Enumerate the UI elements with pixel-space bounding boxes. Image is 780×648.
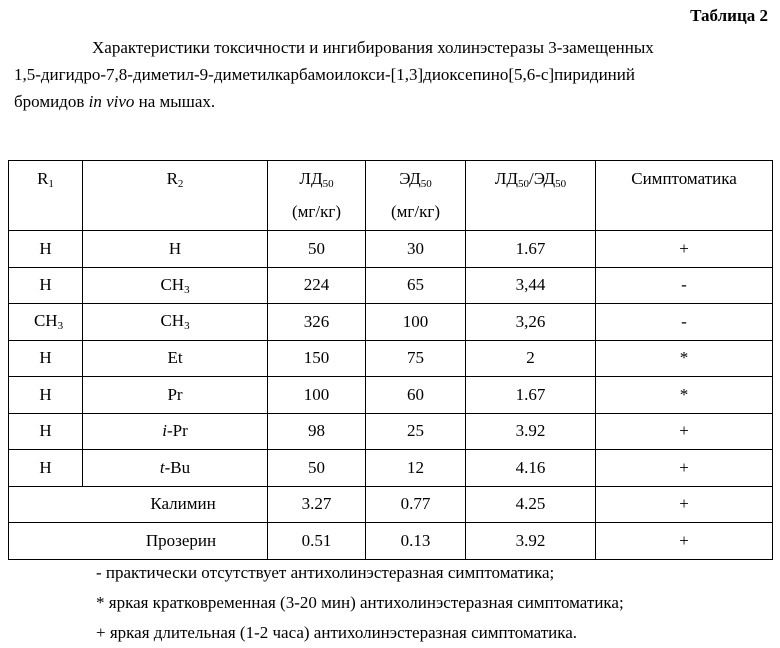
cell-ratio: 3.92 <box>466 413 596 450</box>
cell-ed50: 100 <box>366 304 466 341</box>
cell-ed50: 75 <box>366 340 466 377</box>
cell-ed50: 12 <box>366 450 466 487</box>
cell-r1: H <box>9 231 83 268</box>
cell-symptom: + <box>596 486 773 523</box>
footnote-minus: - практически отсутствует антихолинэстеразная симптоматика; <box>96 563 555 582</box>
cell-r1: H <box>9 450 83 487</box>
reference-row-kalimin <box>9 486 773 523</box>
table-footnotes <box>96 558 624 648</box>
cell-r1: H <box>9 267 83 304</box>
header-ld50: $ЛД_{50}$ (мг/кг) <box>268 161 366 231</box>
cell-ed50: 60 <box>366 377 466 414</box>
cell-ratio: 1.67 <box>466 377 596 414</box>
cell-ed50: 0.77 <box>366 486 466 523</box>
cell-ld50: 0.51 <box>268 523 366 560</box>
cell-r1: H <box>9 413 83 450</box>
cell-ld50: 100 <box>268 377 366 414</box>
table-row <box>9 267 773 304</box>
table-label: Таблица 2 <box>690 6 768 25</box>
cell-ld50: 224 <box>268 267 366 304</box>
cell-r1: $CH_3$ <box>9 304 83 341</box>
header-ed50: $ЭД_{50}$ (мг/кг) <box>366 161 466 231</box>
cell-r2: t-Bu <box>83 450 268 487</box>
footnote-asterisk: * яркая кратковременная (3-20 мин) антихолинэстеразная симптоматика; <box>96 593 624 612</box>
header-symptoms: Симптоматика <box>596 161 773 231</box>
cell-symptom: - <box>596 304 773 341</box>
cell-r2: $CH_3$ <box>83 304 268 341</box>
cell-symptom: * <box>596 340 773 377</box>
table-row <box>9 231 773 268</box>
cell-r1: H <box>9 377 83 414</box>
cell-ed50: 30 <box>366 231 466 268</box>
cell-r2: i-Pr <box>83 413 268 450</box>
cell-r2: H <box>83 231 268 268</box>
cell-ld50: 50 <box>268 231 366 268</box>
table-row <box>9 377 773 414</box>
cell-ratio: 3,26 <box>466 304 596 341</box>
header-row <box>9 161 773 231</box>
cell-ld50: 3.27 <box>268 486 366 523</box>
cell-ratio: 4.25 <box>466 486 596 523</box>
cell-ratio: 1.67 <box>466 231 596 268</box>
cell-ld50: 98 <box>268 413 366 450</box>
cell-ed50: 25 <box>366 413 466 450</box>
cell-symptom: + <box>596 523 773 560</box>
caption-line-2: 1,5-дигидро-7,8-диметил-9-диметилкарбамоилокси-[1,3]диоксепино[5,6-с]пиридиний <box>14 65 635 84</box>
cell-r2: Pr <box>83 377 268 414</box>
header-r2: $R_2$ <box>83 161 268 231</box>
table-row <box>9 304 773 341</box>
table-caption <box>14 34 772 115</box>
cell-ed50: 65 <box>366 267 466 304</box>
cell-reference-name: Калимин <box>9 486 268 523</box>
table-row <box>9 413 773 450</box>
table-row <box>9 450 773 487</box>
header-r1: $R_1$ <box>9 161 83 231</box>
cell-ratio: 2 <box>466 340 596 377</box>
header-ratio: $ЛД_{50}/ЭД_{50}$ <box>466 161 596 231</box>
cell-ld50: 326 <box>268 304 366 341</box>
cell-symptom: + <box>596 413 773 450</box>
caption-line-1: Характеристики токсичности и ингибирования холинэстеразы 3-замещенных <box>92 38 654 57</box>
cell-symptom: + <box>596 450 773 487</box>
cell-r2: $CH_3$ <box>83 267 268 304</box>
cell-reference-name: Прозерин <box>9 523 268 560</box>
cell-ratio: 3.92 <box>466 523 596 560</box>
caption-line-3: бромидов in vivo на мышах. <box>14 92 216 111</box>
cell-r1: H <box>9 340 83 377</box>
reference-row-prozerin <box>9 523 773 560</box>
cell-r2: Et <box>83 340 268 377</box>
cell-ratio: 4.16 <box>466 450 596 487</box>
cell-symptom: - <box>596 267 773 304</box>
cell-ld50: 150 <box>268 340 366 377</box>
cell-ld50: 50 <box>268 450 366 487</box>
in-vivo-italic: in vivo <box>88 92 135 111</box>
cell-ed50: 0.13 <box>366 523 466 560</box>
cell-symptom: + <box>596 231 773 268</box>
toxicity-table <box>8 160 773 560</box>
cell-ratio: 3,44 <box>466 267 596 304</box>
footnote-plus: + яркая длительная (1-2 часа) антихолинэстеразная симптоматика. <box>96 623 578 642</box>
cell-symptom: * <box>596 377 773 414</box>
table-row <box>9 340 773 377</box>
